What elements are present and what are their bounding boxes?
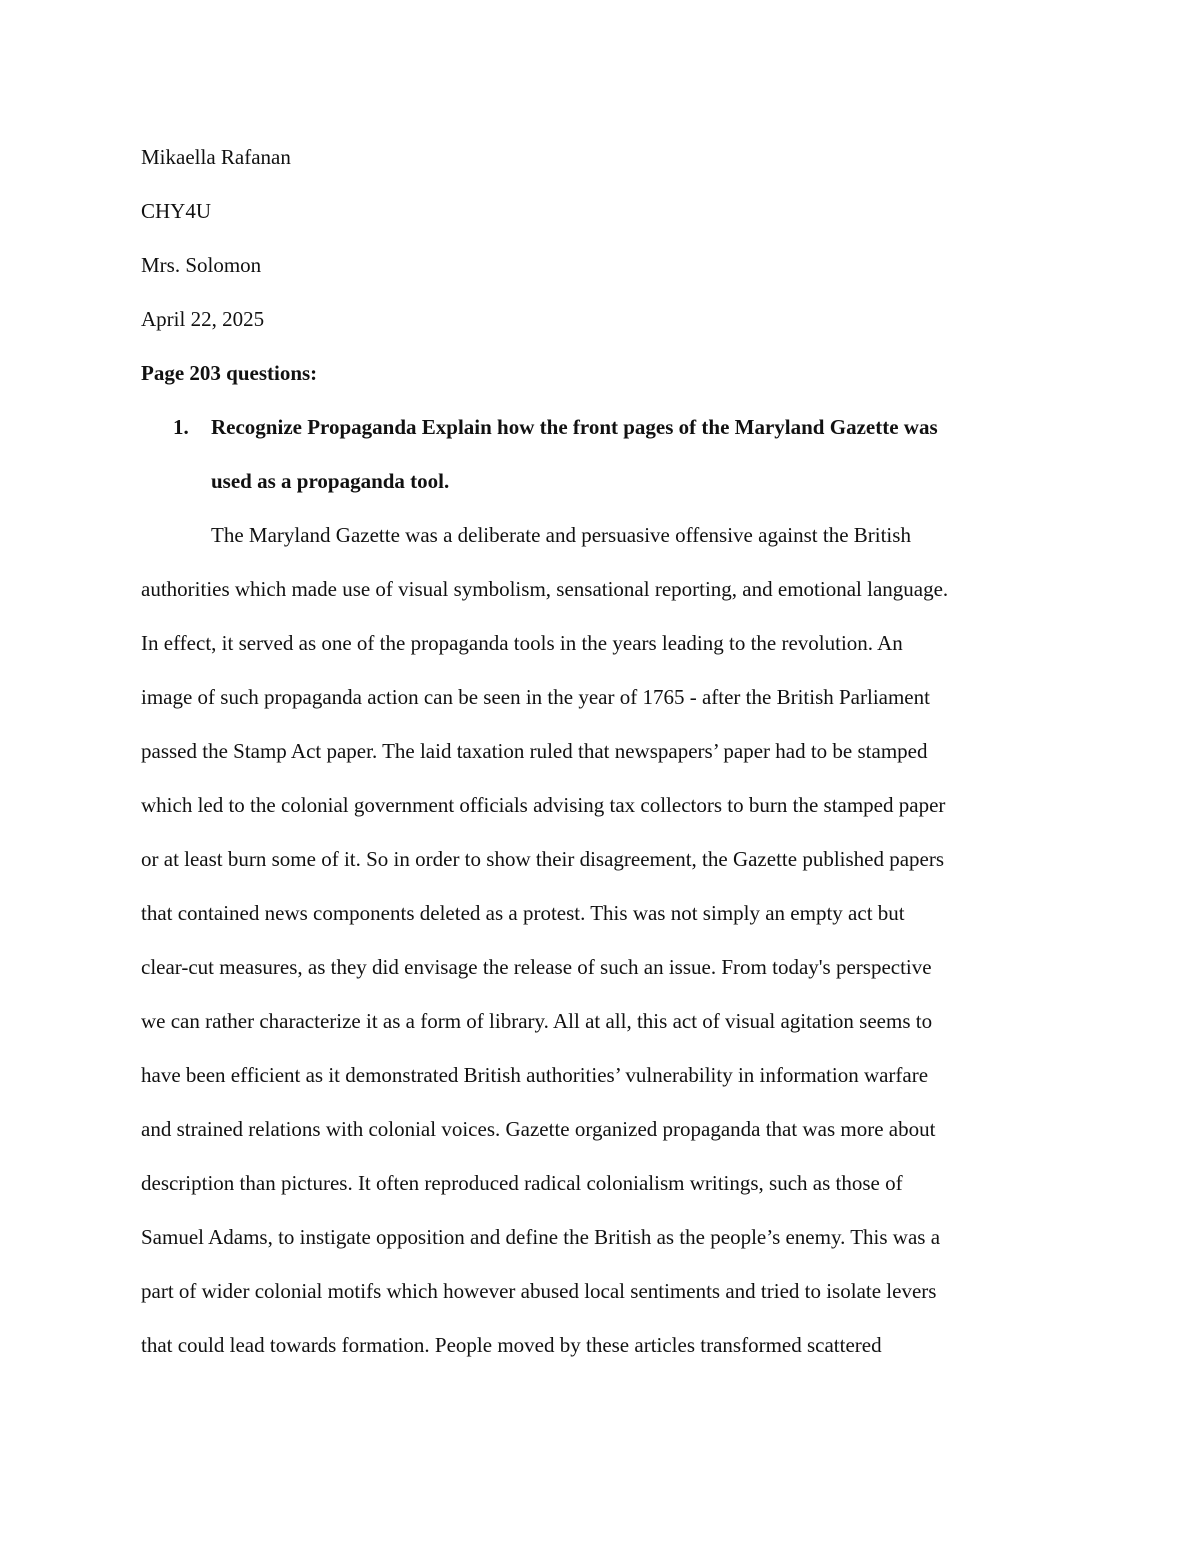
question-number: 1. bbox=[173, 415, 189, 439]
answer-line: Samuel Adams, to instigate opposition and define the British as the people’s enemy. This was a bbox=[141, 1225, 941, 1249]
course-code: CHY4U bbox=[141, 199, 212, 223]
answer-line: passed the Stamp Act paper. The laid taxation ruled that newspapers’ paper had to be stamped bbox=[141, 739, 928, 763]
document-date: April 22, 2025 bbox=[141, 307, 265, 331]
answer-line: image of such propaganda action can be seen in the year of 1765 - after the British Parliament bbox=[141, 685, 930, 709]
answer-line: In effect, it served as one of the propaganda tools in the years leading to the revolution. An bbox=[141, 631, 903, 655]
answer-line: clear-cut measures, as they did envisage the release of such an issue. From today's perspective bbox=[141, 955, 932, 979]
teacher-name: Mrs. Solomon bbox=[141, 253, 262, 277]
author-name: Mikaella Rafanan bbox=[141, 145, 291, 169]
answer-line: we can rather characterize it as a form of library. All at all, this act of visual agitation seems to bbox=[141, 1009, 933, 1033]
question-text-line: Recognize Propaganda Explain how the front pages of the Maryland Gazette was bbox=[211, 415, 938, 439]
answer-line: part of wider colonial motifs which however abused local sentiments and tried to isolate levers bbox=[141, 1279, 937, 1303]
answer-line: that contained news components deleted as a protest. This was not simply an empty act but bbox=[141, 901, 905, 925]
answer-line: authorities which made use of visual symbolism, sensational reporting, and emotional language. bbox=[141, 577, 949, 601]
answer-line: that could lead towards formation. People moved by these articles transformed scattered bbox=[141, 1333, 882, 1357]
section-heading: Page 203 questions: bbox=[141, 361, 318, 385]
answer-line: or at least burn some of it. So in order to show their disagreement, the Gazette published papers bbox=[141, 847, 945, 871]
question-text-line: used as a propaganda tool. bbox=[211, 469, 450, 493]
answer-line: which led to the colonial government officials advising tax collectors to burn the stamped paper bbox=[141, 793, 946, 817]
answer-line: have been efficient as it demonstrated British authorities’ vulnerability in information warfare bbox=[141, 1063, 929, 1087]
answer-line: description than pictures. It often reproduced radical colonialism writings, such as those of bbox=[141, 1171, 903, 1195]
answer-line: and strained relations with colonial voices. Gazette organized propaganda that was more about bbox=[141, 1117, 936, 1141]
answer-line: The Maryland Gazette was a deliberate and persuasive offensive against the British bbox=[211, 523, 911, 547]
